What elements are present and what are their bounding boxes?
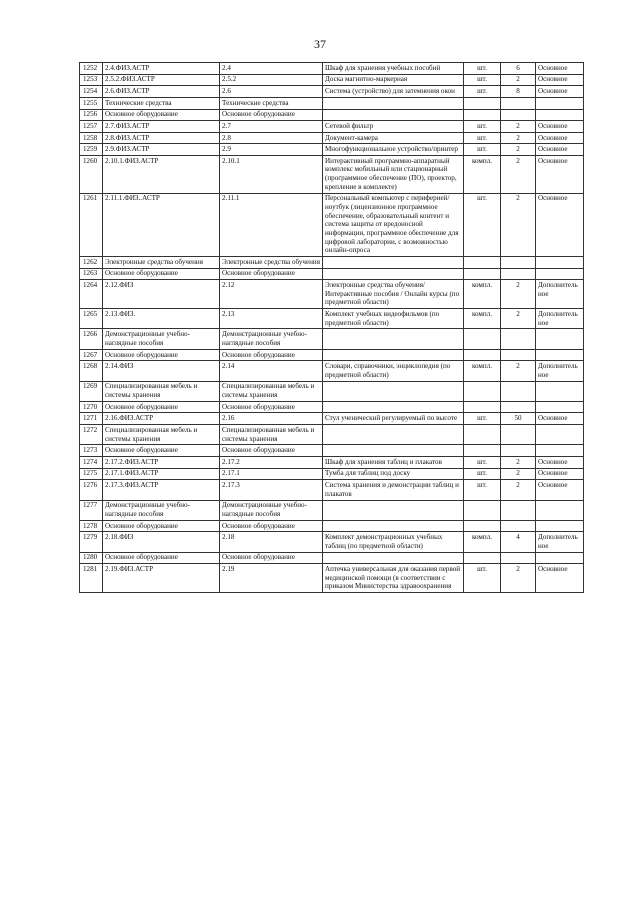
- unit-of-measure-cell: шт.: [464, 86, 501, 98]
- item-code-cell: Основное оборудование: [103, 520, 220, 532]
- item-name-cell: [323, 268, 464, 280]
- unit-of-measure-cell: шт.: [464, 468, 501, 480]
- unit-of-measure-cell: компл.: [464, 532, 501, 552]
- equipment-type-cell: Основное: [536, 413, 584, 425]
- item-name-cell: [323, 109, 464, 121]
- row-number-cell: 1278: [80, 520, 103, 532]
- table-row: [80, 564, 584, 593]
- item-name-cell: [323, 552, 464, 564]
- item-code-cell: Основное оборудование: [103, 109, 220, 121]
- row-number-cell: 1275: [80, 468, 103, 480]
- section-code-cell: 2.17.2: [220, 457, 323, 469]
- item-name-cell: [323, 425, 464, 445]
- section-code-cell: 2.17.3: [220, 480, 323, 500]
- row-number-cell: 1270: [80, 401, 103, 413]
- quantity-cell: 2: [501, 193, 536, 256]
- table-row: [80, 132, 584, 144]
- table-row: [80, 121, 584, 133]
- row-number-cell: 1261: [80, 193, 103, 256]
- table-row: [80, 97, 584, 109]
- item-name-cell: [323, 381, 464, 401]
- section-code-cell: 2.18: [220, 532, 323, 552]
- table-row: [80, 329, 584, 349]
- equipment-type-cell: [536, 401, 584, 413]
- unit-of-measure-cell: шт.: [464, 121, 501, 133]
- item-code-cell: 2.9.ФИЗ.АСТР: [103, 144, 220, 156]
- item-name-cell: Система (устройство) для затемнения окон: [323, 86, 464, 98]
- row-number-cell: 1280: [80, 552, 103, 564]
- item-code-cell: 2.18.ФИЗ: [103, 532, 220, 552]
- unit-of-measure-cell: шт.: [464, 457, 501, 469]
- item-code-cell: 2.17.1.ФИЗ.АСТР: [103, 468, 220, 480]
- section-code-cell: 2.8: [220, 132, 323, 144]
- item-name-cell: [323, 445, 464, 457]
- section-code-cell: Демонстрационные учебно-наглядные пособия: [220, 329, 323, 349]
- row-number-cell: 1254: [80, 86, 103, 98]
- table-row: [80, 445, 584, 457]
- item-name-cell: Стул ученический регулируемый по высоте: [323, 413, 464, 425]
- item-name-cell: Электронные средства обучения/Интерактивные пособия / Онлайн курсы (по предметной области): [323, 280, 464, 309]
- quantity-cell: 2: [501, 468, 536, 480]
- section-code-cell: Демонстрационные учебно-наглядные пособия: [220, 500, 323, 520]
- row-number-cell: 1263: [80, 268, 103, 280]
- equipment-type-cell: [536, 445, 584, 457]
- item-code-cell: 2.8.ФИЗ.АСТР: [103, 132, 220, 144]
- equipment-type-cell: Дополнительное: [536, 309, 584, 329]
- item-code-cell: Основное оборудование: [103, 552, 220, 564]
- unit-of-measure-cell: [464, 445, 501, 457]
- table-row: [80, 193, 584, 256]
- quantity-cell: 2: [501, 156, 536, 194]
- quantity-cell: [501, 257, 536, 269]
- item-code-cell: Основное оборудование: [103, 349, 220, 361]
- table-row: [80, 500, 584, 520]
- item-name-cell: Многофункциональное устройство/принтер: [323, 144, 464, 156]
- quantity-cell: 2: [501, 132, 536, 144]
- item-code-cell: 2.17.3.ФИЗ.АСТР: [103, 480, 220, 500]
- row-number-cell: 1265: [80, 309, 103, 329]
- row-number-cell: 1269: [80, 381, 103, 401]
- quantity-cell: [501, 425, 536, 445]
- row-number-cell: 1264: [80, 280, 103, 309]
- quantity-cell: 50: [501, 413, 536, 425]
- item-code-cell: 2.19.ФИЗ.АСТР: [103, 564, 220, 593]
- equipment-type-cell: Дополнительное: [536, 532, 584, 552]
- table-row: [80, 532, 584, 552]
- item-name-cell: Шкаф для хранения таблиц и плакатов: [323, 457, 464, 469]
- table-row: [80, 349, 584, 361]
- item-name-cell: Документ-камера: [323, 132, 464, 144]
- quantity-cell: [501, 520, 536, 532]
- quantity-cell: 6: [501, 63, 536, 75]
- item-code-cell: 2.6.ФИЗ.АСТР: [103, 86, 220, 98]
- quantity-cell: [501, 109, 536, 121]
- table-row: [80, 381, 584, 401]
- unit-of-measure-cell: шт.: [464, 564, 501, 593]
- item-name-cell: Комплект учебных видеофильмов (по предметной области): [323, 309, 464, 329]
- item-code-cell: 2.13.ФИЗ.: [103, 309, 220, 329]
- quantity-cell: 2: [501, 309, 536, 329]
- row-number-cell: 1272: [80, 425, 103, 445]
- equipment-type-cell: Основное: [536, 468, 584, 480]
- row-number-cell: 1266: [80, 329, 103, 349]
- equipment-type-cell: Основное: [536, 156, 584, 194]
- table-row: [80, 268, 584, 280]
- item-name-cell: [323, 257, 464, 269]
- table-row: [80, 156, 584, 194]
- equipment-type-cell: [536, 500, 584, 520]
- item-name-cell: [323, 97, 464, 109]
- section-code-cell: Основное оборудование: [220, 445, 323, 457]
- item-name-cell: Комплект демонстрационных учебных таблиц (по предметной области): [323, 532, 464, 552]
- unit-of-measure-cell: шт.: [464, 63, 501, 75]
- item-code-cell: 2.16.ФИЗ.АСТР: [103, 413, 220, 425]
- table-row: [80, 361, 584, 381]
- row-number-cell: 1277: [80, 500, 103, 520]
- quantity-cell: [501, 329, 536, 349]
- unit-of-measure-cell: компл.: [464, 156, 501, 194]
- section-code-cell: 2.16: [220, 413, 323, 425]
- unit-of-measure-cell: [464, 349, 501, 361]
- equipment-type-cell: Основное: [536, 457, 584, 469]
- row-number-cell: 1252: [80, 63, 103, 75]
- row-number-cell: 1279: [80, 532, 103, 552]
- equipment-type-cell: Основное: [536, 480, 584, 500]
- item-name-cell: Персональный компьютер с периферией/ноутбук (лицензионное программное обеспечение, образовательный контент и система защиты от вредоносной информации, программное обеспечение для цифровой лаборатории, с возможностью онлайн-опроса: [323, 193, 464, 256]
- quantity-cell: 4: [501, 532, 536, 552]
- equipment-type-cell: [536, 257, 584, 269]
- item-name-cell: [323, 500, 464, 520]
- equipment-type-cell: [536, 381, 584, 401]
- item-code-cell: Демонстрационные учебно-наглядные пособия: [103, 329, 220, 349]
- item-code-cell: 2.10.1.ФИЗ.АСТР: [103, 156, 220, 194]
- quantity-cell: [501, 552, 536, 564]
- table-row: [80, 144, 584, 156]
- section-code-cell: Электронные средства обучения: [220, 257, 323, 269]
- row-number-cell: 1274: [80, 457, 103, 469]
- table-row: [80, 520, 584, 532]
- unit-of-measure-cell: шт.: [464, 413, 501, 425]
- page-number: 37: [314, 37, 326, 51]
- equipment-type-cell: [536, 268, 584, 280]
- unit-of-measure-cell: [464, 381, 501, 401]
- section-code-cell: 2.13: [220, 309, 323, 329]
- row-number-cell: 1253: [80, 74, 103, 86]
- row-number-cell: 1255: [80, 97, 103, 109]
- quantity-cell: [501, 500, 536, 520]
- unit-of-measure-cell: [464, 500, 501, 520]
- section-code-cell: Основное оборудование: [220, 268, 323, 280]
- section-code-cell: 2.12: [220, 280, 323, 309]
- section-code-cell: 2.14: [220, 361, 323, 381]
- unit-of-measure-cell: [464, 425, 501, 445]
- quantity-cell: 2: [501, 564, 536, 593]
- quantity-cell: [501, 268, 536, 280]
- row-number-cell: 1273: [80, 445, 103, 457]
- unit-of-measure-cell: компл.: [464, 280, 501, 309]
- section-code-cell: Основное оборудование: [220, 349, 323, 361]
- equipment-type-cell: Основное: [536, 564, 584, 593]
- item-code-cell: 2.7.ФИЗ.АСТР: [103, 121, 220, 133]
- item-code-cell: 2.5.2.ФИЗ.АСТР: [103, 74, 220, 86]
- item-name-cell: Шкаф для хранения учебных пособий: [323, 63, 464, 75]
- row-number-cell: 1271: [80, 413, 103, 425]
- section-code-cell: 2.4: [220, 63, 323, 75]
- equipment-type-cell: [536, 425, 584, 445]
- unit-of-measure-cell: шт.: [464, 74, 501, 86]
- item-name-cell: Доска магнитно-маркерная: [323, 74, 464, 86]
- unit-of-measure-cell: [464, 257, 501, 269]
- equipment-type-cell: [536, 97, 584, 109]
- section-code-cell: 2.10.1: [220, 156, 323, 194]
- item-code-cell: 2.11.1.ФИЗ..АСТР: [103, 193, 220, 256]
- row-number-cell: 1260: [80, 156, 103, 194]
- quantity-cell: 2: [501, 144, 536, 156]
- item-name-cell: [323, 401, 464, 413]
- section-code-cell: Технические средства: [220, 97, 323, 109]
- item-code-cell: Электронные средства обучения: [103, 257, 220, 269]
- row-number-cell: 1268: [80, 361, 103, 381]
- item-name-cell: Словари, справочники, энциклопедия (по предметной области): [323, 361, 464, 381]
- item-code-cell: 2.4.ФИЗ.АСТР: [103, 63, 220, 75]
- quantity-cell: [501, 445, 536, 457]
- equipment-type-cell: [536, 329, 584, 349]
- unit-of-measure-cell: компл.: [464, 361, 501, 381]
- section-code-cell: Основное оборудование: [220, 109, 323, 121]
- table-row: [80, 480, 584, 500]
- quantity-cell: [501, 401, 536, 413]
- item-code-cell: Основное оборудование: [103, 401, 220, 413]
- table-row: [80, 552, 584, 564]
- table-row: [80, 425, 584, 445]
- item-code-cell: 2.14.ФИЗ: [103, 361, 220, 381]
- row-number-cell: 1257: [80, 121, 103, 133]
- section-code-cell: Специализированная мебель и системы хранения: [220, 425, 323, 445]
- section-code-cell: 2.6: [220, 86, 323, 98]
- equipment-type-cell: Основное: [536, 121, 584, 133]
- row-number-cell: 1262: [80, 257, 103, 269]
- table-row: [80, 86, 584, 98]
- row-number-cell: 1276: [80, 480, 103, 500]
- quantity-cell: 2: [501, 361, 536, 381]
- table-row: [80, 413, 584, 425]
- unit-of-measure-cell: шт.: [464, 193, 501, 256]
- item-code-cell: Специализированная мебель и системы хранения: [103, 381, 220, 401]
- section-code-cell: Основное оборудование: [220, 520, 323, 532]
- unit-of-measure-cell: шт.: [464, 480, 501, 500]
- row-number-cell: 1259: [80, 144, 103, 156]
- quantity-cell: [501, 349, 536, 361]
- unit-of-measure-cell: компл.: [464, 309, 501, 329]
- item-code-cell: Демонстрационные учебно-наглядные пособия: [103, 500, 220, 520]
- item-name-cell: Тумба для таблиц под доску: [323, 468, 464, 480]
- unit-of-measure-cell: [464, 329, 501, 349]
- section-code-cell: 2.11.1: [220, 193, 323, 256]
- table-body: [80, 63, 584, 593]
- quantity-cell: 2: [501, 480, 536, 500]
- table-row: [80, 309, 584, 329]
- row-number-cell: 1281: [80, 564, 103, 593]
- table-row: [80, 63, 584, 75]
- row-number-cell: 1267: [80, 349, 103, 361]
- unit-of-measure-cell: шт.: [464, 132, 501, 144]
- unit-of-measure-cell: [464, 268, 501, 280]
- equipment-type-cell: Основное: [536, 144, 584, 156]
- unit-of-measure-cell: [464, 97, 501, 109]
- item-code-cell: 2.17.2.ФИЗ.АСТР: [103, 457, 220, 469]
- quantity-cell: [501, 381, 536, 401]
- unit-of-measure-cell: [464, 520, 501, 532]
- equipment-table: [79, 62, 584, 593]
- equipment-type-cell: [536, 109, 584, 121]
- item-code-cell: Основное оборудование: [103, 445, 220, 457]
- section-code-cell: 2.9: [220, 144, 323, 156]
- item-name-cell: Сетевой фильтр: [323, 121, 464, 133]
- item-code-cell: 2.12.ФИЗ: [103, 280, 220, 309]
- unit-of-measure-cell: [464, 109, 501, 121]
- item-code-cell: Основное оборудование: [103, 268, 220, 280]
- section-code-cell: Основное оборудование: [220, 401, 323, 413]
- equipment-type-cell: Основное: [536, 74, 584, 86]
- item-name-cell: Интерактивный программно-аппаратный комплекс мобильный или стационарный (программное обеспечение (ПО), проектор, крепление в комплекте): [323, 156, 464, 194]
- section-code-cell: 2.5.2: [220, 74, 323, 86]
- quantity-cell: 2: [501, 121, 536, 133]
- row-number-cell: 1256: [80, 109, 103, 121]
- equipment-type-cell: [536, 349, 584, 361]
- table-row: [80, 280, 584, 309]
- equipment-type-cell: Основное: [536, 63, 584, 75]
- equipment-type-cell: Основное: [536, 86, 584, 98]
- quantity-cell: 2: [501, 280, 536, 309]
- quantity-cell: 8: [501, 86, 536, 98]
- table-row: [80, 468, 584, 480]
- table-row: [80, 257, 584, 269]
- item-name-cell: Аптечка универсальная для оказания первой медицинской помощи (в соответствии с приказом Министерства здравоохранения: [323, 564, 464, 593]
- item-code-cell: Технические средства: [103, 97, 220, 109]
- item-name-cell: Система хранения и демонстрации таблиц и плакатов: [323, 480, 464, 500]
- row-number-cell: 1258: [80, 132, 103, 144]
- unit-of-measure-cell: [464, 401, 501, 413]
- table-row: [80, 457, 584, 469]
- section-code-cell: Основное оборудование: [220, 552, 323, 564]
- equipment-type-cell: Дополнительное: [536, 361, 584, 381]
- quantity-cell: 2: [501, 74, 536, 86]
- unit-of-measure-cell: шт.: [464, 144, 501, 156]
- table-row: [80, 109, 584, 121]
- equipment-type-cell: Основное: [536, 193, 584, 256]
- quantity-cell: [501, 97, 536, 109]
- section-code-cell: 2.7: [220, 121, 323, 133]
- equipment-type-cell: Дополнительное: [536, 280, 584, 309]
- table-row: [80, 401, 584, 413]
- quantity-cell: 2: [501, 457, 536, 469]
- equipment-type-cell: Основное: [536, 132, 584, 144]
- equipment-type-cell: [536, 552, 584, 564]
- section-code-cell: Специализированная мебель и системы хранения: [220, 381, 323, 401]
- equipment-type-cell: [536, 520, 584, 532]
- unit-of-measure-cell: [464, 552, 501, 564]
- section-code-cell: 2.19: [220, 564, 323, 593]
- item-name-cell: [323, 520, 464, 532]
- item-name-cell: [323, 329, 464, 349]
- section-code-cell: 2.17.1: [220, 468, 323, 480]
- item-name-cell: [323, 349, 464, 361]
- table-row: [80, 74, 584, 86]
- item-code-cell: Специализированная мебель и системы хранения: [103, 425, 220, 445]
